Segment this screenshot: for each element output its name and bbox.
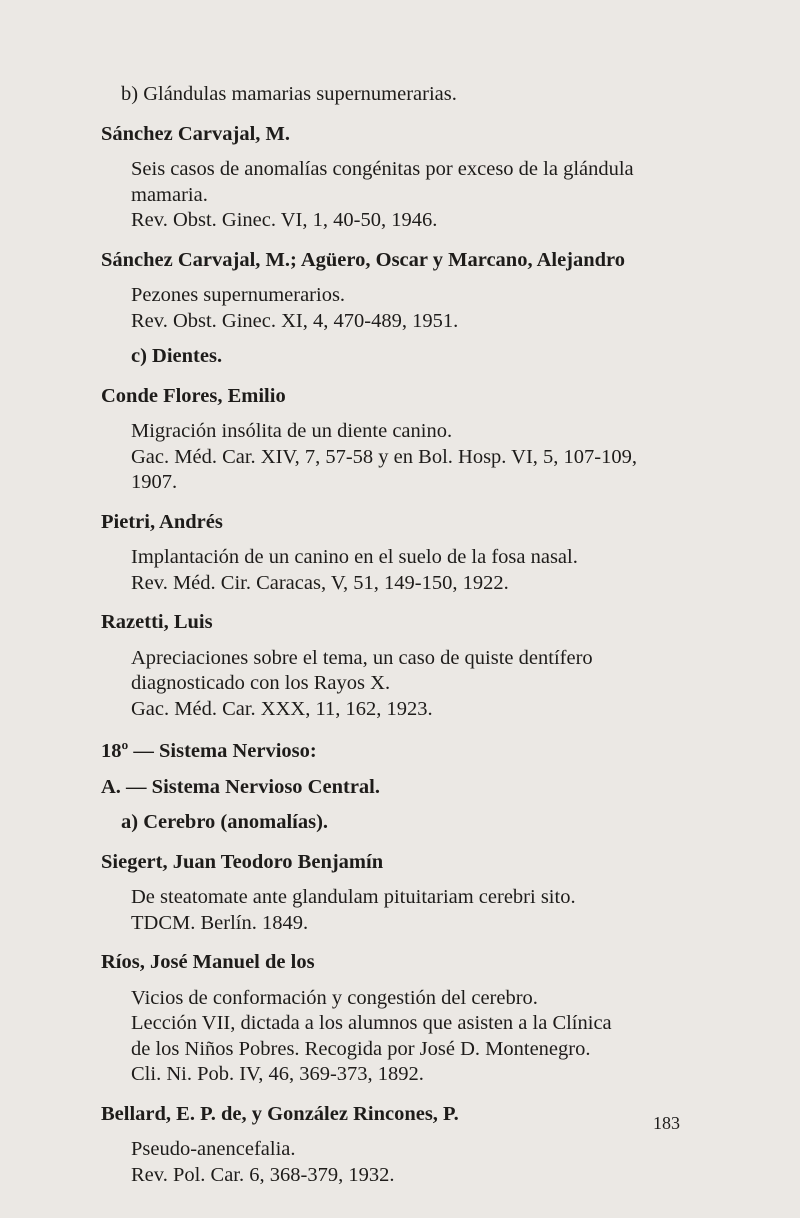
entry-reference: TDCM. Berlín. 1849. xyxy=(131,911,309,934)
bib-entry xyxy=(101,1102,671,1189)
bib-entry xyxy=(101,950,671,1088)
entry-title: De steatomate ante glandulam pituitariam cerebri sito. xyxy=(131,886,576,908)
bibliography-content xyxy=(101,82,671,1188)
entry-reference: Rev. Obst. Ginec. XI, 4, 470-489, 1951. xyxy=(131,309,459,332)
entry-title: Migración insólita de un diente canino. xyxy=(131,420,453,442)
bib-entry xyxy=(101,384,671,496)
entry-reference: 1907. xyxy=(131,471,178,493)
entry-title: Vicios de conformación y congestión del cerebro. xyxy=(131,986,538,1009)
entry-reference: Rev. Pol. Car. 6, 368-379, 1932. xyxy=(131,1163,395,1186)
bib-entry xyxy=(101,248,671,335)
entry-reference: Rev. Méd. Cir. Caracas, V, 51, 149-150, 1922. xyxy=(131,571,509,594)
entry-title: diagnosticado con los Rayos X. xyxy=(131,672,391,694)
entry-title: Seis casos de anomalías congénitas por exceso de la glándula xyxy=(131,158,634,180)
subsection-heading: c) Dientes. xyxy=(131,345,223,367)
entry-title: Implantación de un canino en el suelo de la fosa nasal. xyxy=(131,546,578,568)
entry-title: Pezones supernumerarios. xyxy=(131,284,346,306)
entry-reference: Cli. Ni. Pob. IV, 46, 369-373, 1892. xyxy=(131,1063,424,1085)
entry-author: Bellard, E. P. de, y González Rincones, P. xyxy=(101,1102,459,1125)
page-number: 183 xyxy=(653,1113,680,1133)
bib-entry xyxy=(101,510,671,597)
entry-title: de los Niños Pobres. Recogida por José D. Montenegro. xyxy=(131,1037,591,1060)
entry-author: Siegert, Juan Teodoro Benjamín xyxy=(101,850,384,873)
bib-entry xyxy=(101,850,671,937)
entry-reference: Rev. Obst. Ginec. VI, 1, 40-50, 1946. xyxy=(131,209,438,231)
subsection-heading: a) Cerebro (anomalías). xyxy=(121,811,329,833)
subsection-heading: b) Glándulas mamarias supernumerarias. xyxy=(121,83,457,105)
entry-author: Sánchez Carvajal, M.; Agüero, Oscar y Marcano, Alejandro xyxy=(101,248,626,271)
entry-reference: Gac. Méd. Car. XIV, 7, 57-58 y en Bol. Hosp. VI, 5, 107-109, xyxy=(131,445,638,468)
entry-title: Apreciaciones sobre el tema, un caso de quiste dentífero xyxy=(131,646,593,669)
entry-author: Razetti, Luis xyxy=(101,611,213,633)
entry-title: mamaria. xyxy=(131,183,208,206)
entry-reference: Gac. Méd. Car. XXX, 11, 162, 1923. xyxy=(131,697,433,720)
entry-title: Lección VII, dictada a los alumnos que asisten a la Clínica xyxy=(131,1012,612,1034)
entry-author: Sánchez Carvajal, M. xyxy=(101,122,291,145)
entry-author: Ríos, José Manuel de los xyxy=(101,951,315,973)
entry-author: Conde Flores, Emilio xyxy=(101,384,286,407)
section-subheading: A. — Sistema Nervioso Central. xyxy=(101,775,380,798)
entry-title: Pseudo-anencefalia. xyxy=(131,1138,296,1160)
bib-entry xyxy=(101,610,671,722)
section-heading: 18º — Sistema Nervioso: xyxy=(101,740,317,762)
bib-entry xyxy=(101,122,671,234)
entry-author: Pietri, Andrés xyxy=(101,510,223,533)
